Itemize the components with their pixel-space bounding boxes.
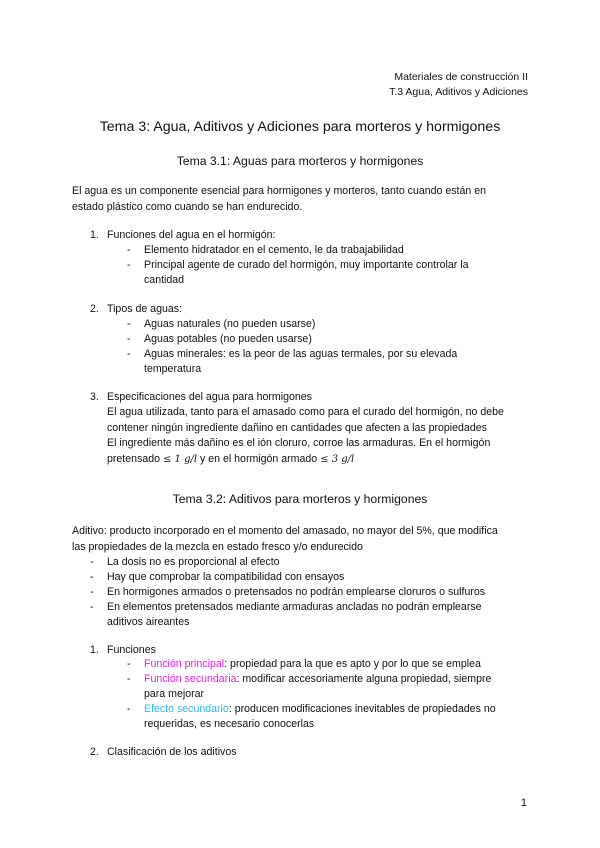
dash-marker: - bbox=[90, 571, 94, 583]
bullet-text-line: Principal agente de curado del hormigón, muy importante controlar la bbox=[144, 259, 469, 271]
secondary-function-text: : modificar accesoriamente alguna propiedad, siempre bbox=[236, 673, 492, 685]
list-number: 3. bbox=[90, 391, 99, 403]
intro-line: El agua es un componente esencial para hormigones y morteros, tanto cuando están en bbox=[72, 185, 487, 197]
bullet-text: Aguas potables (no pueden usarse) bbox=[144, 333, 312, 345]
specs-line: El ingrediente más dañino es el ión cloruro, corroe las armaduras. En el hormigón bbox=[107, 437, 491, 449]
dash-marker: - bbox=[127, 244, 131, 256]
specs-text: y en el hormigón armado bbox=[200, 452, 318, 465]
bullet-text bbox=[144, 702, 529, 732]
dash-marker: - bbox=[127, 348, 131, 360]
water-specs-text bbox=[107, 405, 537, 467]
list-number: 2. bbox=[90, 303, 99, 315]
list-title: Clasificación de los aditivos bbox=[107, 746, 237, 758]
bullet-text bbox=[144, 672, 529, 702]
bullet-text bbox=[144, 347, 504, 377]
specs-line: El agua utilizada, tanto para el amasado como para el curado del hormigón, no debe bbox=[107, 406, 504, 418]
dash-marker: - bbox=[90, 601, 94, 613]
bullet-text: Hay que comprobar la compatibilidad con ensayos bbox=[107, 571, 345, 583]
chloride-limit-pretensado: ≤ 1 g/l bbox=[162, 453, 198, 465]
dash-marker: - bbox=[127, 259, 131, 271]
bullet-text bbox=[144, 258, 504, 288]
specs-line bbox=[107, 452, 537, 468]
section-2-heading: Tema 3.2: Aditivos para morteros y hormigones bbox=[172, 492, 428, 506]
section-1-intro bbox=[72, 184, 532, 215]
dash-marker: - bbox=[127, 318, 131, 330]
list-number: 2. bbox=[90, 746, 99, 758]
bullet-text bbox=[144, 657, 529, 672]
dash-marker: - bbox=[127, 333, 131, 345]
side-effect-label: Efecto secundario bbox=[144, 703, 229, 715]
list-title: Especificaciones del agua para hormigones bbox=[107, 391, 312, 403]
chloride-limit-armado: ≤ 3 g/l bbox=[320, 453, 355, 465]
bullet-text-line: para mejorar bbox=[144, 688, 205, 700]
specs-text: pretensado bbox=[107, 452, 161, 465]
bullet-text-line bbox=[144, 702, 529, 717]
page-title: Tema 3: Agua, Aditivos y Adiciones para morteros y hormigones bbox=[99, 119, 501, 135]
section-1-heading: Tema 3.1: Aguas para morteros y hormigones bbox=[176, 154, 424, 168]
bullet-text-line: En elementos pretensados mediante armaduras ancladas no podrán emplearse bbox=[107, 601, 482, 613]
dash-marker: - bbox=[127, 673, 131, 685]
bullet-text-line: cantidad bbox=[144, 274, 185, 286]
bullet-text-line: aditivos aireantes bbox=[107, 616, 190, 628]
side-effect-text: : producen modificaciones inevitables de propiedades no bbox=[228, 703, 496, 715]
bullet-text: Aguas naturales (no pueden usarse) bbox=[144, 318, 316, 330]
header-course: Materiales de construcción II bbox=[394, 71, 528, 83]
list-title: Funciones bbox=[107, 644, 156, 656]
dash-marker: - bbox=[90, 586, 94, 598]
list-title: Funciones del agua en el hormigón: bbox=[107, 229, 276, 241]
dash-marker: - bbox=[90, 556, 94, 568]
intro-line: estado plástico como cuando se han endurecido. bbox=[72, 200, 303, 213]
primary-function-text: : propiedad para la que es apto y por lo que se emplea bbox=[224, 658, 481, 670]
page-number: 1 bbox=[520, 797, 527, 809]
specs-line: contener ningún ingrediente dañino en cantidades que afecten a las propiedades bbox=[107, 421, 487, 434]
bullet-text: La dosis no es proporcional al efecto bbox=[107, 556, 280, 568]
definition-line: las propiedades de la mezcla en estado fresco y/o endurecido bbox=[72, 540, 363, 553]
page-header bbox=[389, 70, 528, 100]
list-number: 1. bbox=[90, 229, 99, 241]
list-title: Tipos de aguas: bbox=[107, 303, 182, 315]
bullet-text-line: temperatura bbox=[144, 363, 202, 375]
header-topic: T.3 Agua, Aditivos y Adiciones bbox=[389, 86, 528, 98]
dash-marker: - bbox=[127, 658, 131, 670]
secondary-function-label: Función secundaria bbox=[144, 673, 237, 685]
bullet-text-line: Aguas minerales: es la peor de las aguas termales, por su elevada bbox=[144, 348, 458, 360]
bullet-text: En hormigones armados o pretensados no podrán emplearse cloruros o sulfuros bbox=[107, 586, 486, 598]
bullet-text-line bbox=[144, 672, 529, 687]
additive-definition bbox=[72, 524, 532, 555]
bullet-text bbox=[107, 600, 527, 630]
bullet-text: Elemento hidratador en el cemento, le da trabajabilidad bbox=[144, 244, 404, 256]
list-number: 1. bbox=[90, 644, 99, 656]
bullet-text-line: requeridas, es necesario conocerlas bbox=[144, 718, 315, 730]
dash-marker: - bbox=[127, 703, 131, 715]
primary-function-label: Función principal bbox=[144, 658, 225, 670]
definition-line: Aditivo: producto incorporado en el momento del amasado, no mayor del 5%, que modifica bbox=[72, 525, 498, 537]
